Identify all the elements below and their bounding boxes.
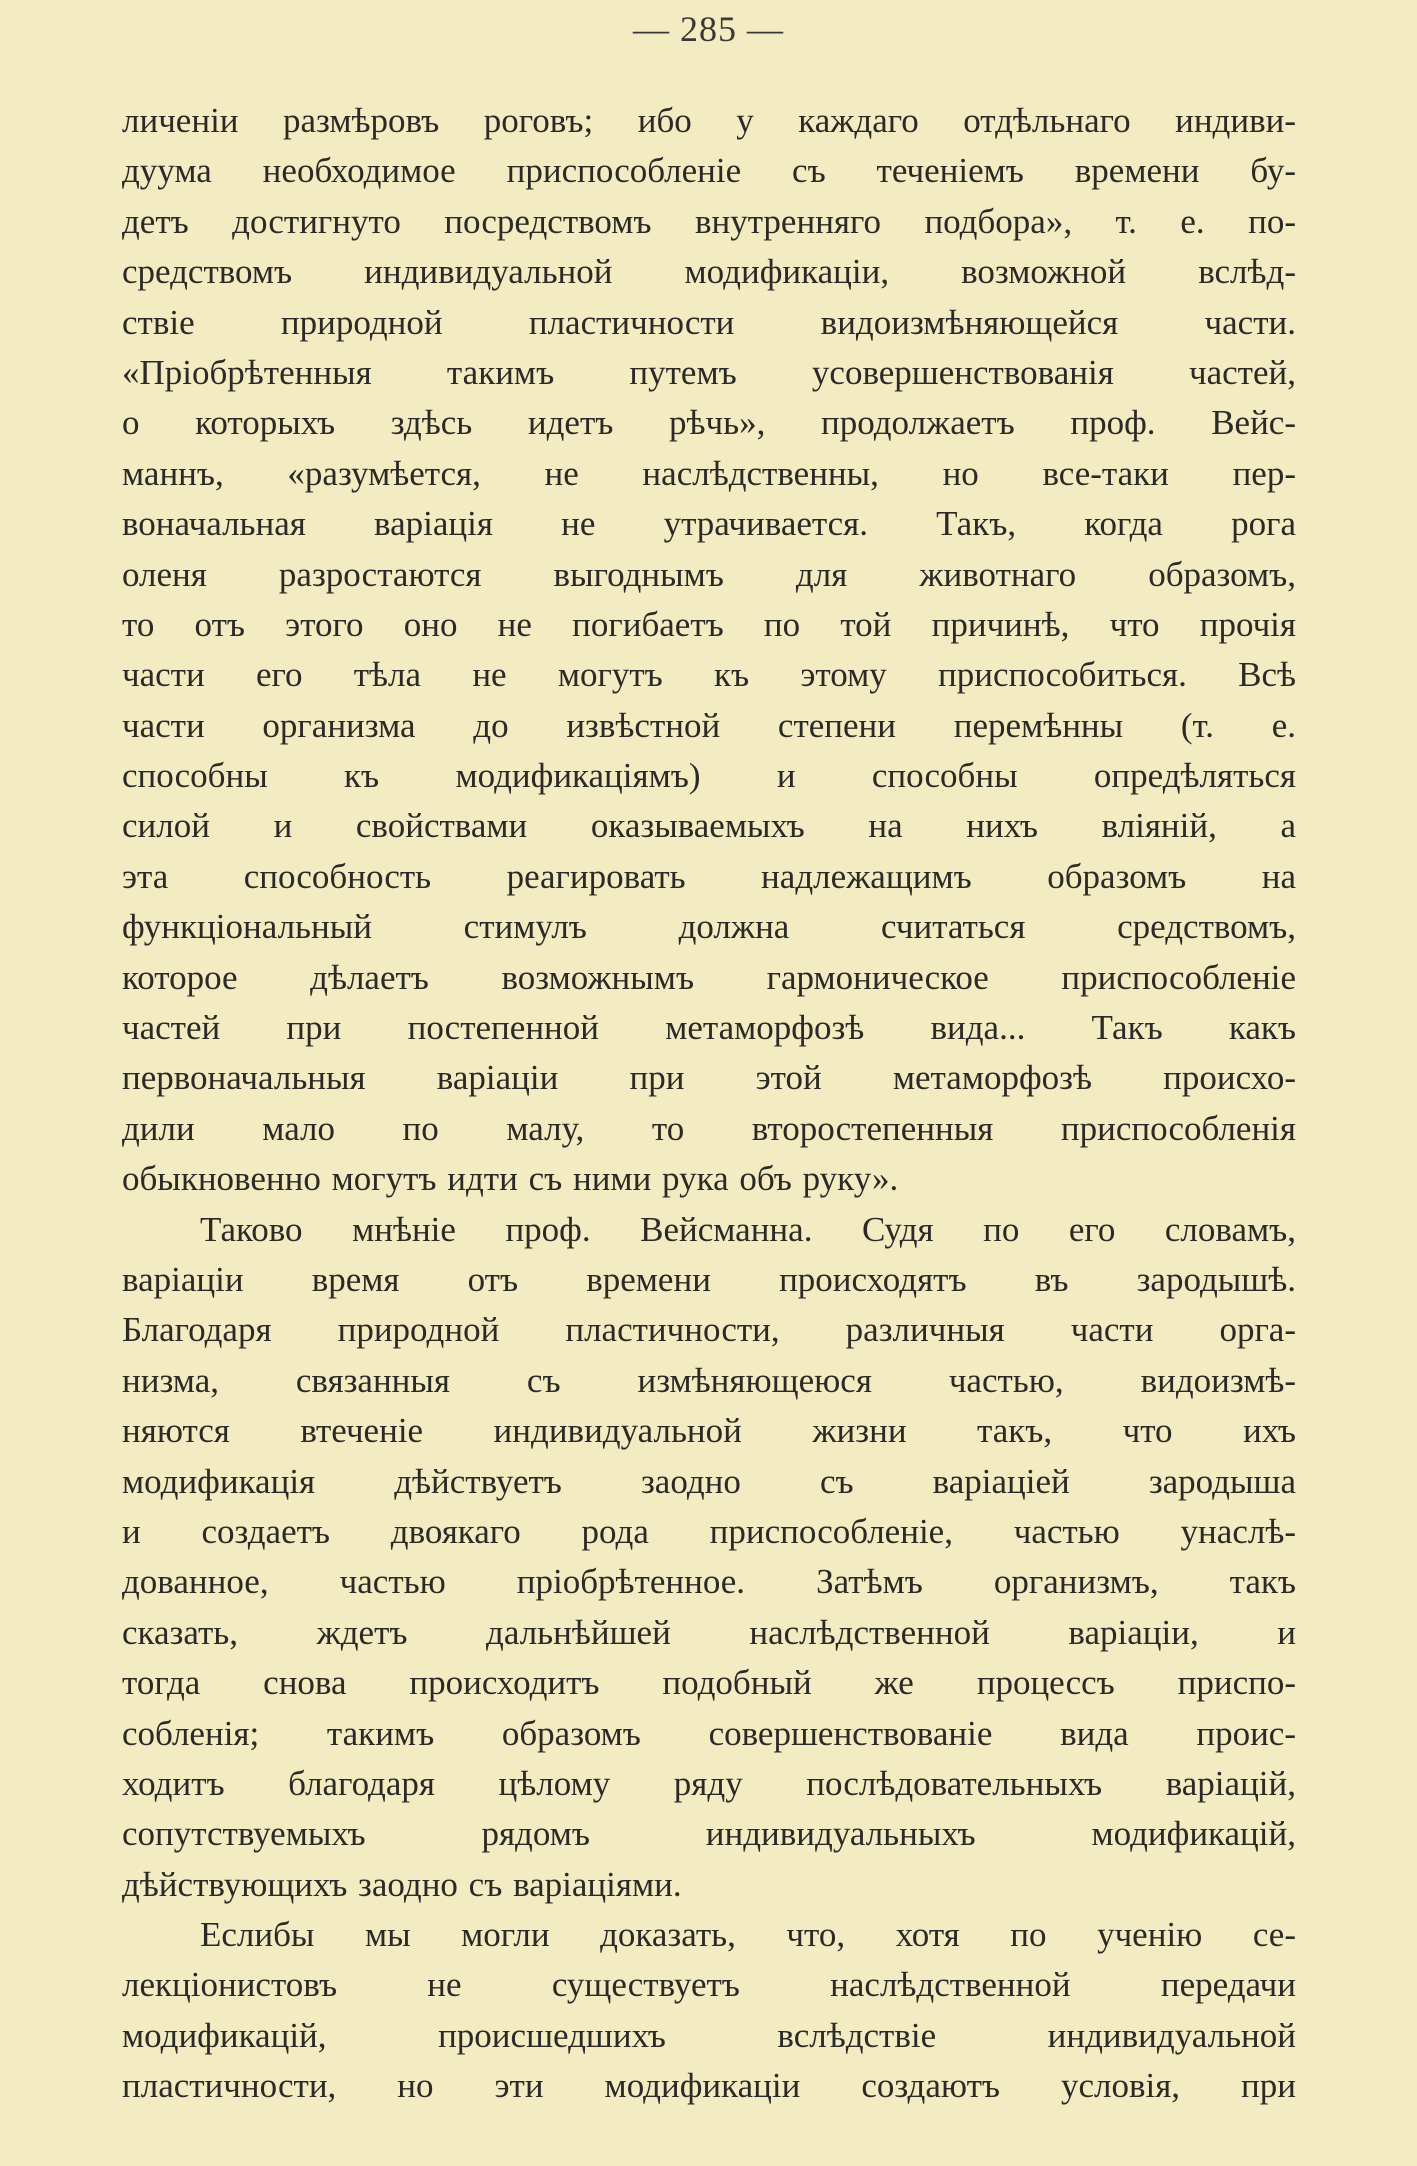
text-line: собленія; такимъ образомъ совершенствованіе вида проис- — [122, 1713, 1296, 1753]
text-line: Благодаря природной пластичности, различныя части орга- — [122, 1310, 1296, 1350]
text-line: дуума необходимое приспособленіе съ теченіемъ времени бу- — [122, 151, 1296, 191]
text-line: частей при постепенной метаморфозѣ вида... Такъ какъ — [122, 1008, 1296, 1048]
text-line: «Пріобрѣтенныя такимъ путемъ усовершенствованія частей, — [122, 352, 1296, 392]
text-line: эта способность реагировать надлежащимъ образомъ на — [122, 856, 1296, 896]
text-line: дили мало по малу, то второстепенныя приспособленія — [122, 1108, 1296, 1148]
text-line: маннъ, «разумѣется, не наслѣдственны, но все-таки пер- — [122, 453, 1296, 493]
text-line: няются втеченіе индивидуальной жизни такъ, что ихъ — [122, 1411, 1296, 1451]
text-line: и создаетъ двоякаго рода приспособленіе, частью унаслѣ- — [122, 1511, 1296, 1551]
text-line: о которыхъ здѣсь идетъ рѣчь», продолжаетъ проф. Вейс- — [122, 403, 1296, 443]
text-line: силой и свойствами оказываемыхъ на нихъ вліяній, а — [122, 806, 1296, 846]
text-line: дованное, частью пріобрѣтенное. Затѣмъ организмъ, такъ — [122, 1562, 1296, 1602]
text-line: сказать, ждетъ дальнѣйшей наслѣдственной варіаціи, и — [122, 1612, 1296, 1652]
text-line: то отъ этого оно не погибаетъ по той причинѣ, что прочія — [122, 604, 1296, 644]
text-line: ствіе природной пластичности видоизмѣняющейся части. — [122, 302, 1296, 342]
text-line: первоначальныя варіаціи при этой метаморфозѣ происхо- — [122, 1058, 1296, 1098]
text-line: лекціонистовъ не существуетъ наслѣдственной передачи — [122, 1965, 1296, 2005]
text-line: которое дѣлаетъ возможнымъ гармоническое приспособленіе — [122, 957, 1296, 997]
paragraph-3 — [122, 1910, 1296, 2112]
text-line: обыкновенно могутъ идти съ ними рука объ руку». — [122, 1159, 899, 1199]
text-line: сопутствуемыхъ рядомъ индивидуальныхъ модификацій, — [122, 1814, 1296, 1854]
text-line: части его тѣла не могутъ къ этому приспособиться. Всѣ — [122, 655, 1296, 695]
paragraph-1 — [122, 96, 1296, 1205]
text-line: способны къ модификаціямъ) и способны опредѣляться — [122, 756, 1296, 796]
page-number: — 285 — — [633, 9, 784, 49]
text-line: воначальная варіація не утрачивается. Такъ, когда рога — [122, 504, 1296, 544]
text-line: ходитъ благодаря цѣлому ряду послѣдовательныхъ варіацій, — [122, 1763, 1296, 1803]
text-line: Еслибы мы могли доказать, что, хотя по ученію се- — [200, 1915, 1296, 1955]
text-line: функціональный стимулъ должна считаться средствомъ, — [122, 907, 1296, 947]
text-line: модификацій, происшедшихъ вслѣдствіе индивидуальной — [122, 2015, 1296, 2055]
text-line: тогда снова происходитъ подобный же процессъ приспо- — [122, 1663, 1296, 1703]
text-line: дѣйствующихъ заодно съ варіаціями. — [122, 1864, 682, 1904]
paragraph-2 — [122, 1205, 1296, 1910]
text-line: части организма до извѣстной степени перемѣнны (т. е. — [122, 705, 1296, 745]
text-line: личеніи размѣровъ роговъ; ибо у каждаго отдѣльнаго индиви- — [122, 101, 1296, 140]
text-line: средствомъ индивидуальной модификаціи, возможной вслѣд- — [122, 252, 1296, 292]
body-text — [122, 96, 1296, 2112]
text-line: варіаціи время отъ времени происходятъ въ зародышѣ. — [122, 1259, 1296, 1299]
text-line: низма, связанныя съ измѣняющеюся частью, видоизмѣ- — [122, 1360, 1296, 1400]
text-line: оленя разростаются выгоднымъ для животнаго образомъ, — [122, 554, 1296, 594]
text-line: Таково мнѣніе проф. Вейсманна. Судя по его словамъ, — [200, 1209, 1296, 1249]
text-line: детъ достигнуто посредствомъ внутренняго подбора», т. е. по- — [122, 201, 1296, 241]
text-line: модификація дѣйствуетъ заодно съ варіаціей зародыша — [122, 1461, 1296, 1501]
text-line: пластичности, но эти модификаціи создаютъ условія, при — [122, 2066, 1296, 2106]
